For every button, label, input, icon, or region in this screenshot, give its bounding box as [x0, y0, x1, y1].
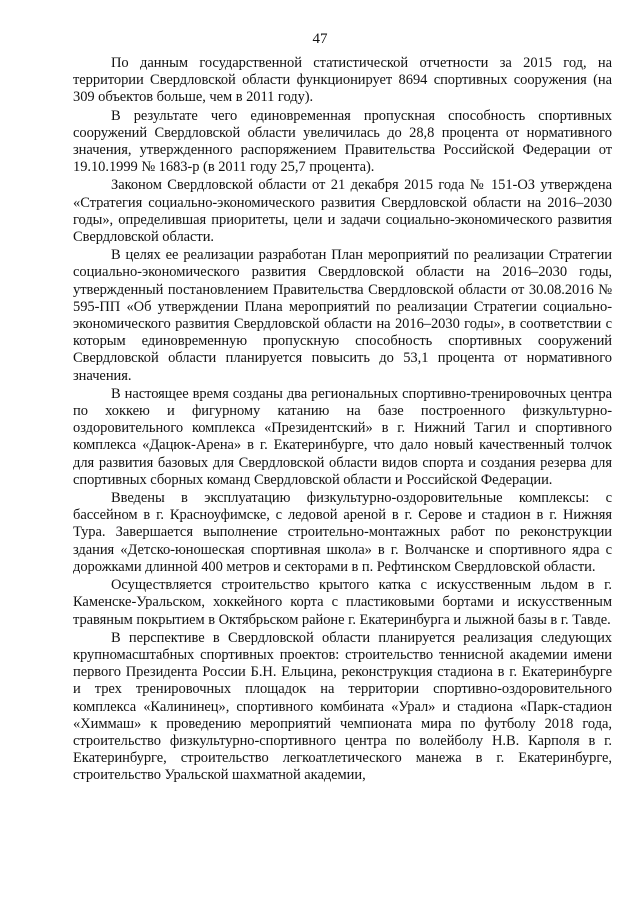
paragraph: Осуществляется строительство крытого катка с искусственным льдом в г. Каменске-Уральском, хоккейного корта с пластиковыми бортами и искусственным травяным покрытием в Октябрьском районе г. Екатеринбурга и лыжной базы в г. Тавде.: [73, 577, 612, 628]
paragraph: В настоящее время созданы два региональных спортивно-тренировочных центра по хоккею и фигурному катанию на базе построенного физкультурно-оздоровительного комплекса «Президентский» в г. Нижний Тагил и спортивного комплекса «Дацюк-Арена» в г. Екатеринбурге, что дало новый качественный толчок для развития базовых для Свердловской области видов спорта и создания резерва для спортивных сборных команд Свердловской области и Российской Федерации.: [73, 385, 612, 488]
paragraph: По данным государственной статистической отчетности за 2015 год, на территории Свердловской области функционирует 8694 спортивных сооружения (на 309 объектов больше, чем в 2011 году).: [73, 55, 612, 106]
page-number: 47: [312, 31, 328, 47]
paragraph: В перспективе в Свердловской области планируется реализация следующих крупномасштабных спортивных проектов: строительство теннисной академии имени первого Президента России Б.Н. Ельцина, реконструкция стадиона в г. Екатеринбурге и трех тренировочных площадок на территории спортивно-оздоровительного комплекса «Калининец», спортивного комбината «Урал» и стадиона «Парк-стадион «Химмаш» к проведению мероприятий чемпионата мира по футболу 2018 года, строительство физкультурно-спортивного центра по волейболу Н.В. Карполя в г. Екатеринбурге, строительство легкоатлетического манежа в г. Екатеринбурге, строительство Уральской шахматной академии,: [73, 629, 612, 784]
paragraph: В результате чего единовременная пропускная способность спортивных сооружений Свердловской области увеличилась до 28,8 процента от нормативного значения, утвержденного распоряжением Правительства Российской Федерации от 19.10.1999 № 1683-р (в 2011 году 25,7 процента).: [73, 107, 612, 176]
paragraph: В целях ее реализации разработан План мероприятий по реализации Стратегии социально-экономического развития Свердловской области на 2016–2030 годы, утвержденный постановлением Правительства Свердловской области от 30.08.2016 № 595-ПП «Об утверждении Плана мероприятий по реализации Стратегии социально-экономического развития Свердловской области на 2016–2030 годы», в соответствии с которым единовременную пропускную способность спортивных сооружений Свердловской области планируется повысить до 53,1 процента от нормативного значения.: [73, 247, 612, 384]
paragraph: Законом Свердловской области от 21 декабря 2015 года № 151-ОЗ утверждена «Стратегия социально-экономического развития Свердловской области на 2016–2030 годы», определившая приоритеты, цели и задачи социально-экономического развития Свердловской области.: [73, 177, 612, 246]
body-text: [73, 55, 612, 786]
paragraph: Введены в эксплуатацию физкультурно-оздоровительные комплексы: с бассейном в г. Красноуфимске, с ледовой ареной в г. Серове и стадион в г. Нижняя Тура. Завершается выполнение строительно-монтажных работ по реконструкции здания «Детско-юношеская спортивная школа» в г. Волчанске и спортивного ядра с дорожками длинной 400 метров и секторами в п. Рефтинском Свердловской области.: [73, 490, 612, 575]
